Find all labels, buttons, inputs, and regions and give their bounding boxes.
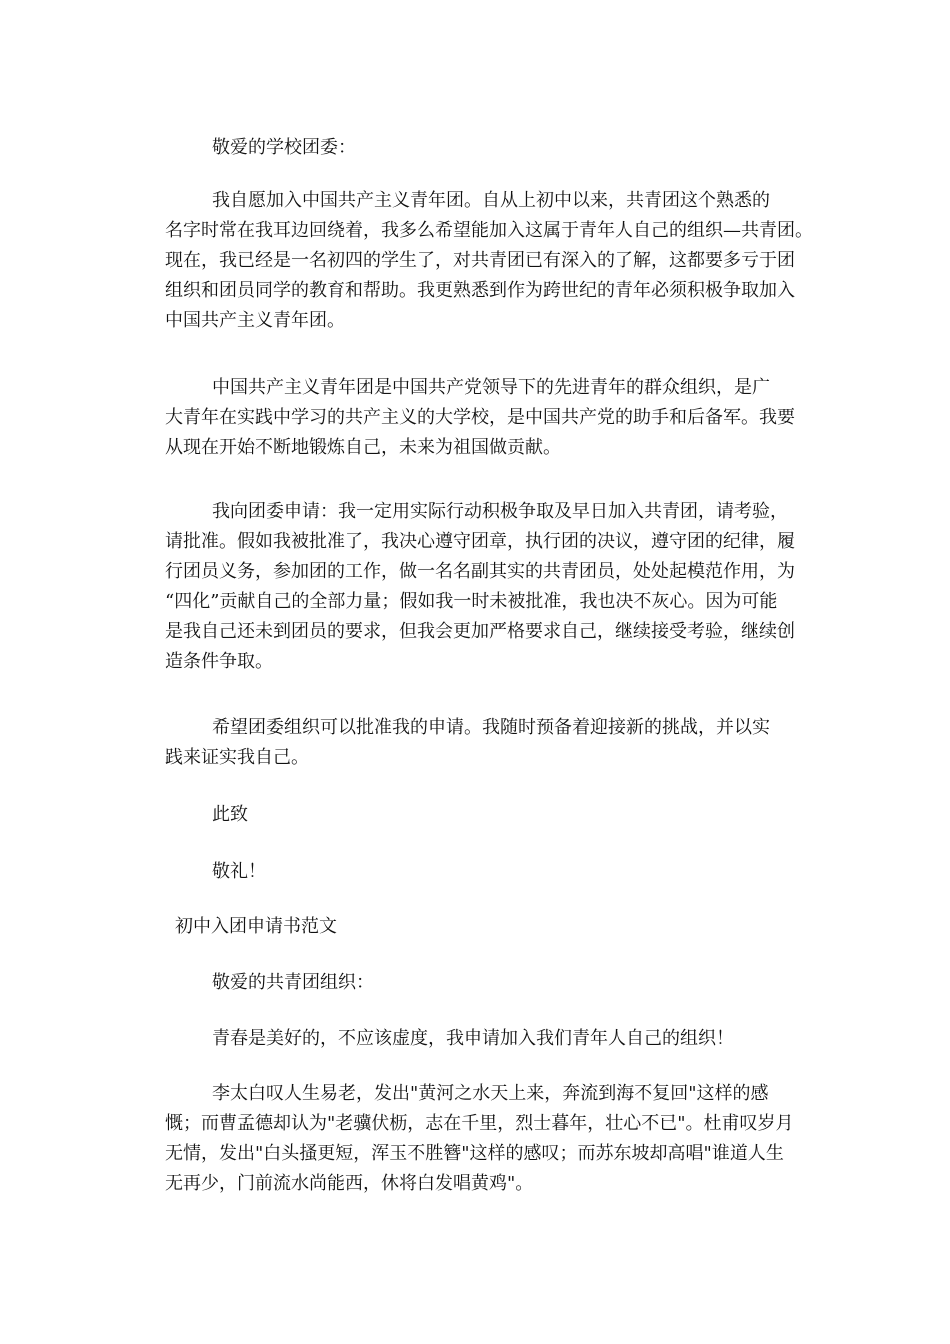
- paragraph-line: 践来证实我自己。: [165, 747, 309, 768]
- closing-text: 敬礼！: [212, 861, 266, 882]
- paragraph-line: 行团员义务，参加团的工作，做一名名副其实的共青团员，处处起模范作用，为: [165, 561, 795, 582]
- paragraph-line: 大青年在实践中学习的共产主义的大学校，是中国共产党的助手和后备军。我要: [165, 407, 795, 428]
- paragraph-line: 我自愿加入中国共产主义青年团。自从上初中以来，共青团这个熟悉的: [212, 190, 770, 211]
- paragraph-line: 中国共产主义青年团。: [165, 310, 345, 331]
- letter1-paragraph-4: [165, 713, 810, 773]
- paragraph-line: 组织和团员同学的教育和帮助。我更熟悉到作为跨世纪的青年必须积极争取加入: [165, 280, 795, 301]
- letter2-paragraph-1: [165, 1024, 810, 1054]
- paragraph-line: “四化”贡献自己的全部力量；假如我一时未被批准，我也决不灰心。因为可能: [165, 591, 778, 612]
- paragraph-line: 名字时常在我耳边回绕着，我多么希望能加入这属于青年人自己的组织—共青团。: [165, 220, 813, 241]
- paragraph-line: 是我自己还未到团员的要求，但我会更加严格要求自己，继续接受考验，继续创: [165, 621, 795, 642]
- paragraph-line: 李太白叹人生易老，发出"黄河之水天上来，奔流到海不复回"这样的感: [212, 1083, 769, 1104]
- letter1-paragraph-1: [165, 186, 813, 336]
- closing-text: 此致: [212, 804, 248, 825]
- paragraph-line: 青春是美好的，不应该虚度，我申请加入我们青年人自己的组织！: [212, 1028, 734, 1049]
- letter1-paragraph-3: [165, 497, 810, 677]
- letter2-paragraph-2: [165, 1079, 810, 1199]
- salutation-text: 敬爱的学校团委：: [212, 137, 356, 158]
- salutation-text: 敬爱的共青团组织：: [212, 972, 374, 993]
- paragraph-line: 请批准。假如我被批准了，我决心遵守团章，执行团的决议，遵守团的纪律，履: [165, 531, 795, 552]
- paragraph-line: 现在，我已经是一名初四的学生了，对共青团已有深入的了解，这都要多亏于团: [165, 250, 795, 271]
- paragraph-line: 造条件争取。: [165, 651, 273, 672]
- paragraph-line: 无情，发出"白头搔更短，浑玉不胜簪"这样的感叹；而苏东坡却高唱"谁道人生: [165, 1143, 784, 1164]
- section-title: 初中入团申请书范文: [175, 916, 337, 937]
- letter1-salutation: [165, 133, 810, 163]
- paragraph-line: 我向团委申请：我一定用实际行动积极争取及早日加入共青团，请考验，: [212, 501, 788, 522]
- paragraph-line: 慨；而曹孟德却认为"老骥伏枥，志在千里，烈士暮年，壮心不已"。杜甫叹岁月: [165, 1113, 794, 1134]
- paragraph-line: 从现在开始不断地锻炼自己，未来为祖国做贡献。: [165, 437, 561, 458]
- letter1-paragraph-2: [165, 373, 810, 463]
- paragraph-line: 希望团委组织可以批准我的申请。我随时预备着迎接新的挑战，并以实: [212, 717, 770, 738]
- letter2-salutation: [165, 968, 810, 998]
- letter1-closing-1: [165, 800, 810, 830]
- letter1-closing-2: [165, 857, 810, 887]
- paragraph-line: 中国共产主义青年团是中国共产党领导下的先进青年的群众组织，是广: [212, 377, 770, 398]
- paragraph-line: 无再少，门前流水尚能西，休将白发唱黄鸡"。: [165, 1173, 534, 1194]
